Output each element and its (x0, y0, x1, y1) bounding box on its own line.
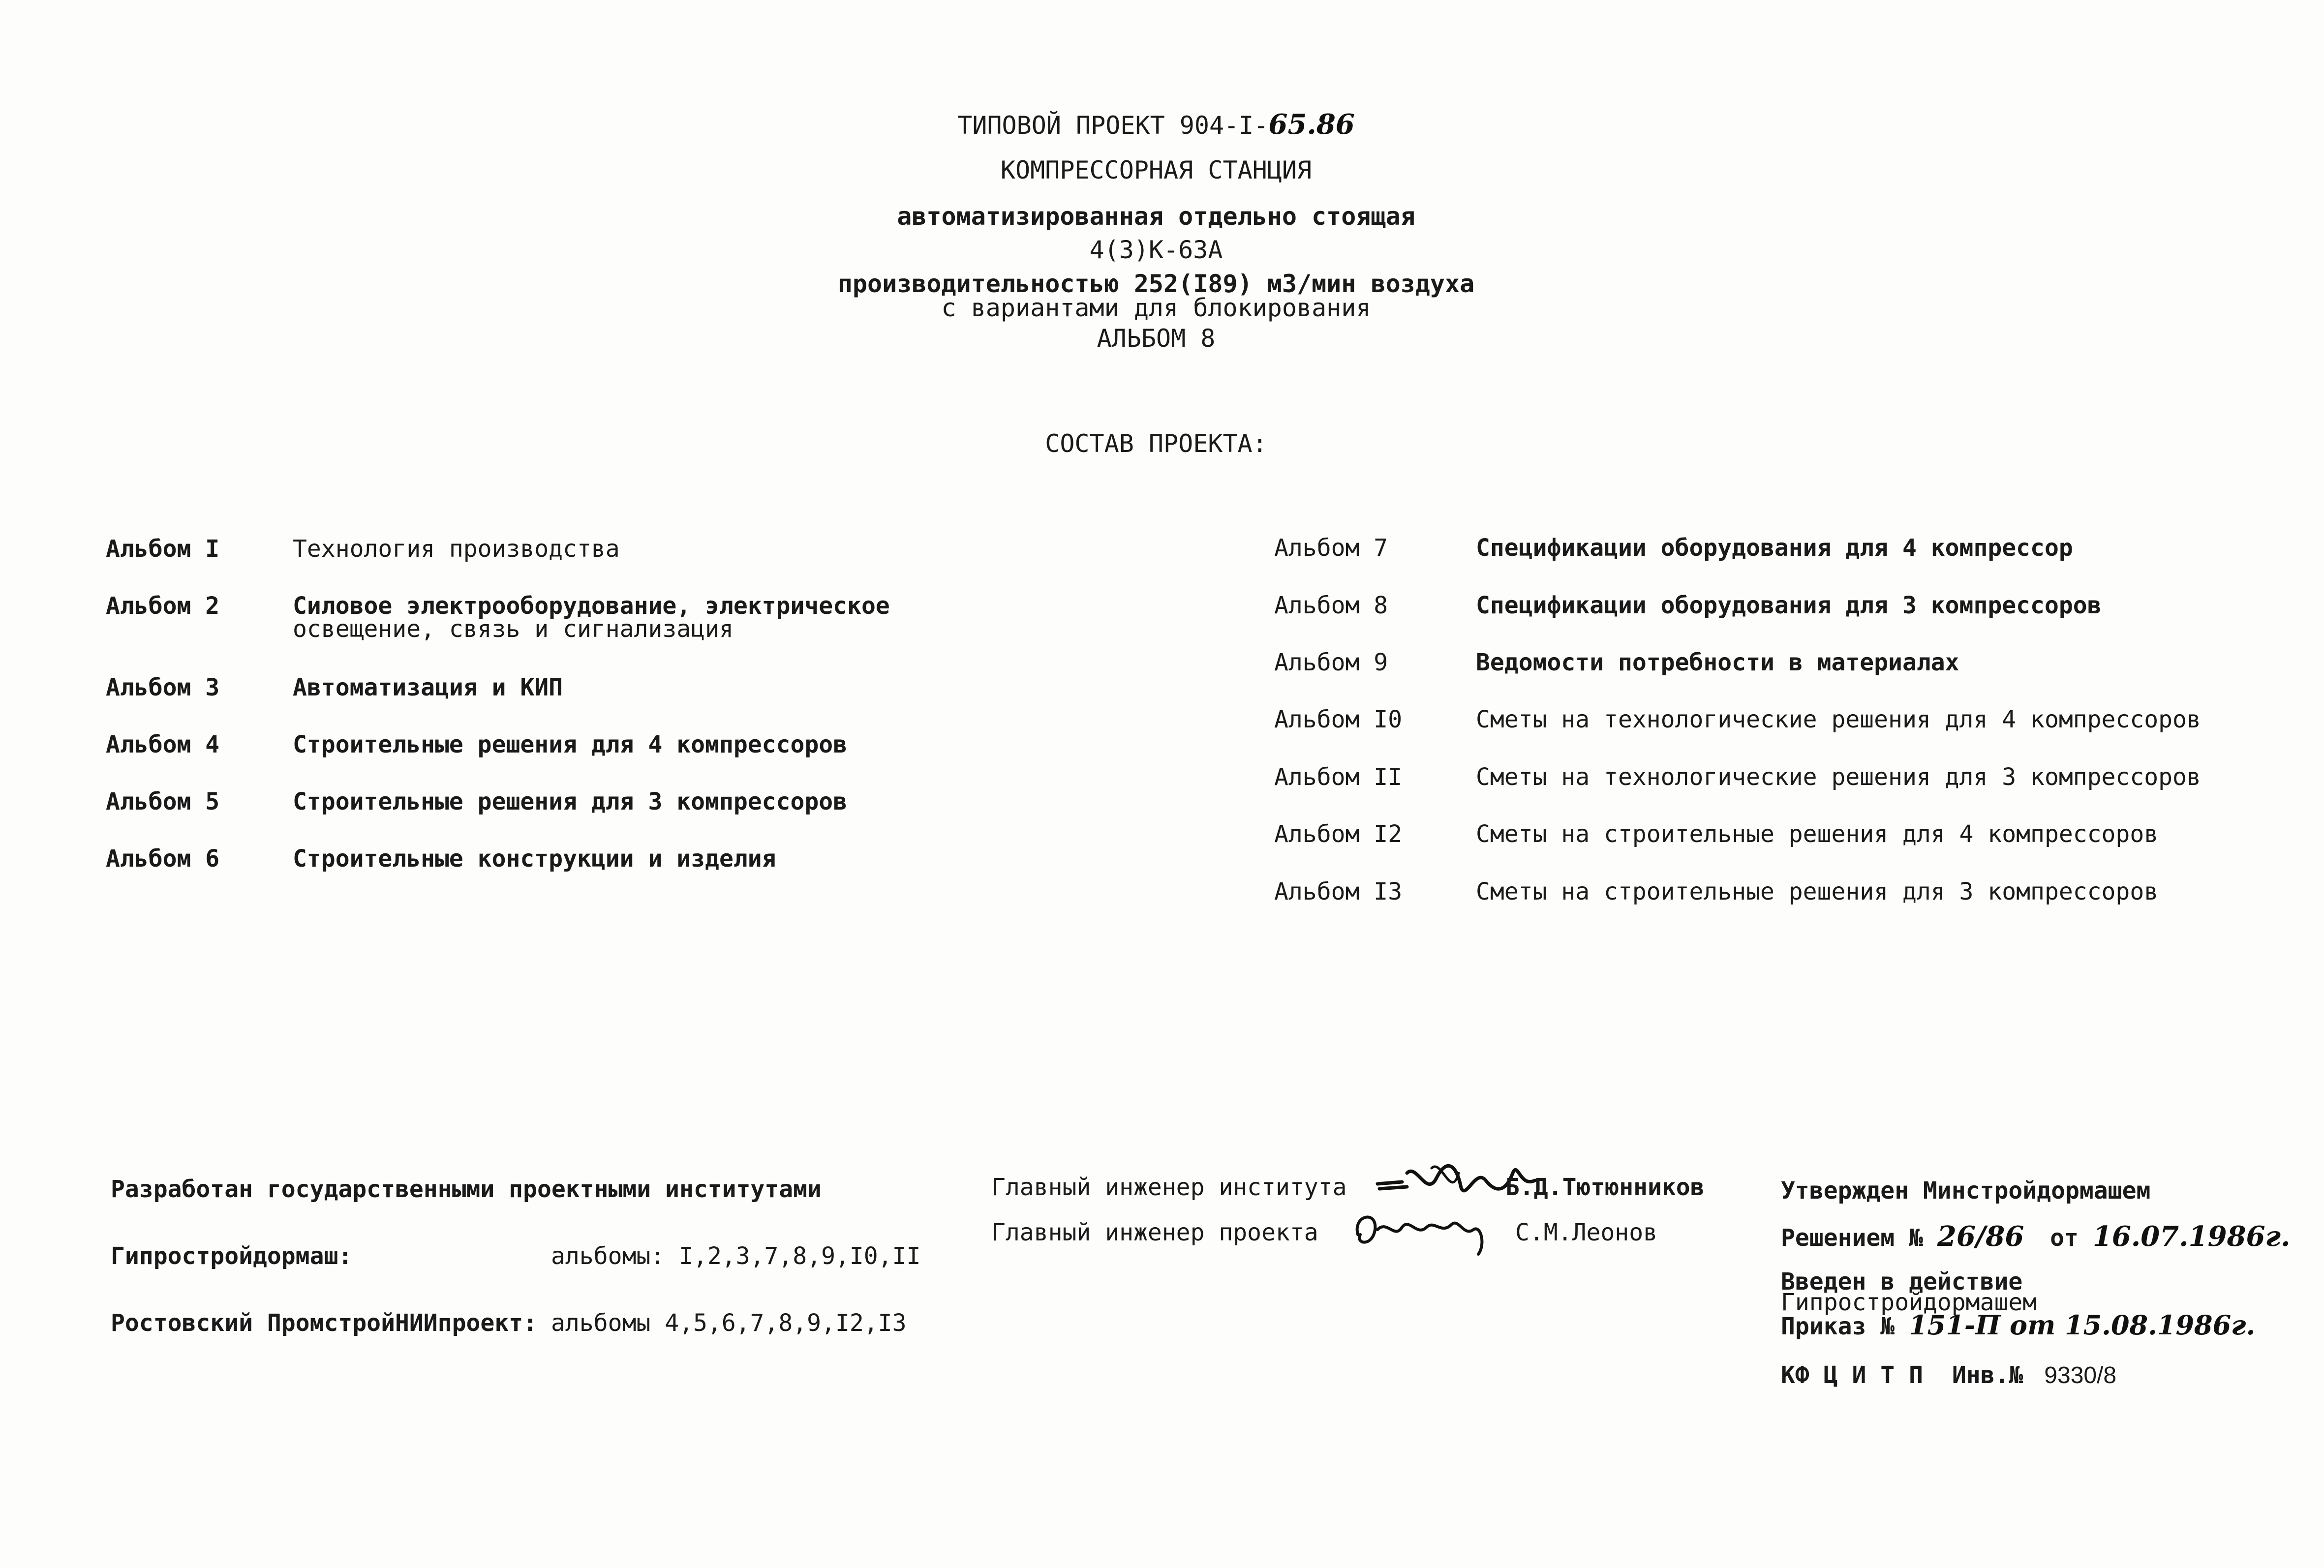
station-variants: с вариантами для блокирования (941, 294, 1371, 322)
album-description: Спецификации оборудования для 3 компрессоров (1476, 592, 2102, 619)
album-description: Строительные решения для 3 компрессоров (293, 788, 848, 815)
decision-from: от (2050, 1224, 2079, 1252)
station-name: КОМПРЕССОРНАЯ СТАНЦИЯ (1000, 156, 1312, 184)
album-label: Альбом I2 (1274, 820, 1403, 848)
composition-title: СОСТАВ ПРОЕКТА: (1045, 429, 1267, 458)
album-description: Спецификации оборудования для 4 компрессор (1476, 534, 2073, 562)
project-title (590, 108, 1722, 141)
album-description: Технология производства (293, 535, 620, 563)
album-label: Альбом 7 (1274, 534, 1388, 562)
chief-engineer-institute-name: Б.Д.Тютюнников (1505, 1174, 1705, 1201)
institute-name: Гипростройдормаш: (111, 1242, 353, 1270)
album-number: АЛЬБОМ 8 (1097, 324, 1216, 353)
album-description: Ведомости потребности в материалах (1476, 649, 1959, 676)
album-label: Альбом II (1274, 763, 1403, 791)
album-label: Альбом 6 (106, 845, 220, 873)
album-label: Альбом 9 (1274, 649, 1388, 676)
developers-title: Разработан государственными проектными институтами (111, 1176, 822, 1203)
album-label: Альбом 8 (1274, 592, 1388, 619)
album-label: Альбом I (106, 535, 220, 563)
archive-code: КФ Ц И Т П (1781, 1361, 1923, 1389)
station-model: 4(3)К-63А (1089, 236, 1223, 264)
archive-line (1781, 1362, 2116, 1388)
project-prefix: ТИПОВОЙ ПРОЕКТ 904-I- (957, 111, 1269, 140)
album-label: Альбом 4 (106, 731, 220, 758)
album-description: Сметы на строительные решения для 4 компрессоров (1476, 820, 2159, 848)
chief-engineer-project-title: Главный инженер проекта (991, 1219, 1318, 1246)
institute-albums: альбомы 4,5,6,7,8,9,I2,I3 (551, 1309, 907, 1337)
institute-name: Ростовский ПромстройНИИпроект: (111, 1309, 537, 1337)
project-number-handwritten: 65.86 (1268, 108, 1355, 141)
decision-number: 26/86 (1937, 1220, 2024, 1253)
album-label: Альбом 2 (106, 592, 220, 620)
album-description: Строительные конструкции и изделия (293, 845, 776, 873)
chief-engineer-institute-title: Главный инженер института (991, 1174, 1347, 1201)
album-description: Строительные решения для 4 компрессоров (293, 731, 848, 758)
signature-chief-project (1348, 1200, 1500, 1264)
decision-prefix: Решением № (1781, 1224, 1923, 1252)
approved-by: Утвержден Минстройдормашем (1781, 1177, 2151, 1205)
album-label: Альбом I0 (1274, 706, 1403, 733)
order-number-date: 151-П от 15.08.1986г. (1909, 1309, 2256, 1341)
introduced-line1: Введен в действие (1781, 1268, 2023, 1296)
album-description: Силовое электрооборудование, электрическое (293, 592, 890, 620)
album-description: Автоматизация и КИП (293, 674, 563, 701)
album-description: Сметы на технологические решения для 3 компрессоров (1476, 763, 2201, 791)
album-description: Сметы на технологические решения для 4 компрессоров (1476, 706, 2201, 733)
station-capacity: производительностью 252(I89) м3/мин воздуха (837, 270, 1475, 298)
inventory-number: 9330/8 (2044, 1362, 2117, 1388)
order-line (1781, 1309, 2256, 1341)
album-description: освещение, связь и сигнализация (293, 615, 734, 643)
decision-line (1781, 1220, 2291, 1253)
station-subtitle: автоматизированная отдельно стоящая (897, 202, 1415, 231)
album-label: Альбом I3 (1274, 878, 1403, 905)
introduced-line2: Гипростройдормашем (1781, 1289, 2037, 1316)
inventory-prefix: Инв.№ (1952, 1361, 2023, 1389)
institute-albums: альбомы: I,2,3,7,8,9,I0,II (551, 1242, 921, 1270)
decision-date: 16.07.1986г. (2092, 1220, 2291, 1253)
album-description: Сметы на строительные решения для 3 компрессоров (1476, 878, 2159, 905)
order-prefix: Приказ № (1781, 1313, 1895, 1340)
album-label: Альбом 3 (106, 674, 220, 701)
album-label: Альбом 5 (106, 788, 220, 815)
chief-engineer-project-name: С.М.Леонов (1515, 1219, 1657, 1246)
